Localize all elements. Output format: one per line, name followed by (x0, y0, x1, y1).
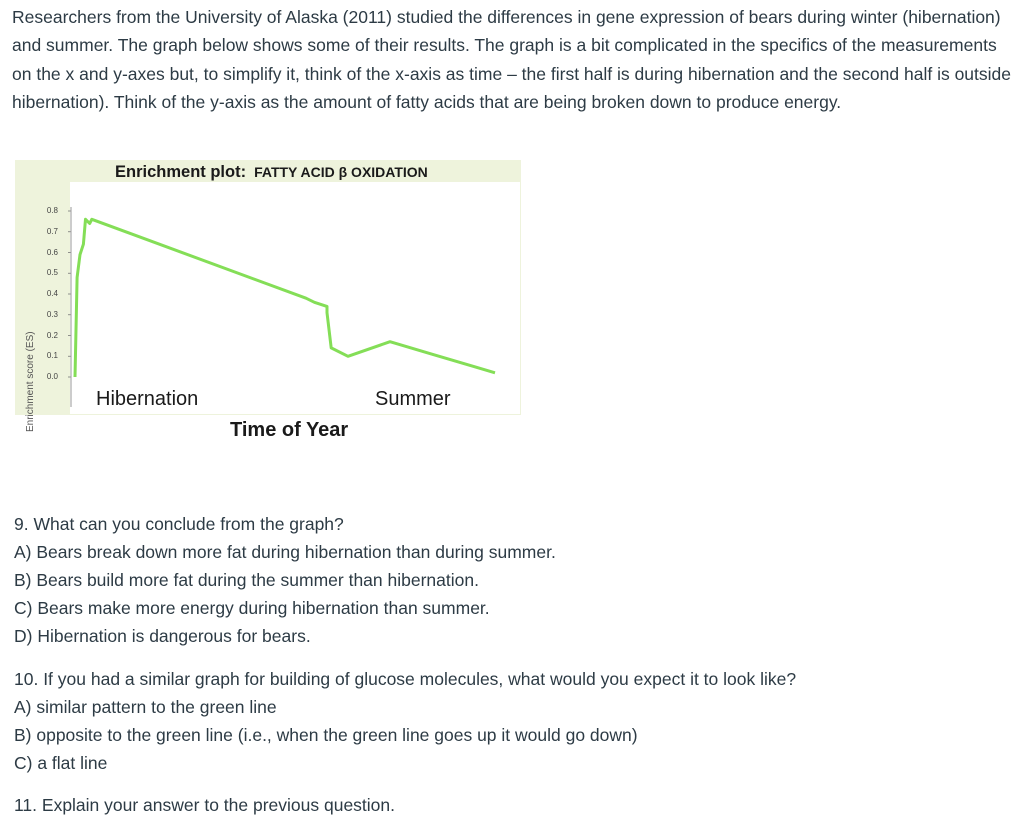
question-10-option-a: A) similar pattern to the green line (14, 697, 277, 717)
question-10-option-c: C) a flat line (14, 753, 108, 773)
question-9-option-c: C) Bears make more energy during hibernation than summer. (14, 598, 490, 618)
y-tick-label: 0.6 (46, 247, 58, 257)
question-10-text: 10. If you had a similar graph for building of glucose molecules, what would you expect it to look like? (14, 669, 797, 689)
enrichment-score-line (75, 219, 495, 377)
question-11 (14, 791, 1014, 819)
y-tick-label: 0.4 (46, 289, 58, 298)
question-10 (14, 665, 1014, 777)
y-tick-label: 0.5 (46, 268, 58, 278)
x-axis-label: Time of Year (230, 419, 349, 441)
question-9-option-a: A) Bears break down more fat during hibernation than during summer. (14, 542, 556, 562)
x-category-hibernation: Hibernation (96, 388, 199, 410)
plot-title-sub: FATTY ACID β OXIDATION (254, 164, 428, 180)
question-11-text: 11. Explain your answer to the previous question. (14, 795, 396, 815)
question-9 (14, 510, 1014, 650)
y-tick-label: 0.2 (46, 330, 58, 340)
y-tick-label: 0.1 (46, 351, 58, 361)
question-9-text: 9. What can you conclude from the graph? (14, 514, 344, 534)
plot-title-main: Enrichment plot: (115, 163, 247, 181)
enrichment-plot-figure (15, 160, 525, 450)
question-9-option-d: D) Hibernation is dangerous for bears. (14, 626, 311, 646)
intro-paragraph: Researchers from the University of Alaska (2011) studied the differences in gene expression of bears during winter (hibernation) and summer. The graph below shows some of their results. The graph is a bit complicated in the specifics of the measurements on the x and y-axes but, to simplify it, think of the x-axis as time – the first half is during hibernation and the second half is outside hibernation). Think of the y-axis as the amount of fatty acids that are being broken down to produce energy. (12, 7, 1012, 113)
x-category-summer: Summer (375, 388, 451, 410)
question-10-option-b: B) opposite to the green line (i.e., when the green line goes up it would go down) (14, 725, 638, 745)
y-tick-label: 0.0 (46, 372, 58, 381)
y-axis-label: Enrichment score (ES) (25, 331, 36, 432)
y-tick-label: 0.8 (46, 206, 58, 215)
y-tick-label: 0.7 (46, 226, 58, 236)
question-9-option-b: B) Bears build more fat during the summer than hibernation. (14, 570, 479, 590)
y-tick-label: 0.3 (46, 309, 58, 319)
